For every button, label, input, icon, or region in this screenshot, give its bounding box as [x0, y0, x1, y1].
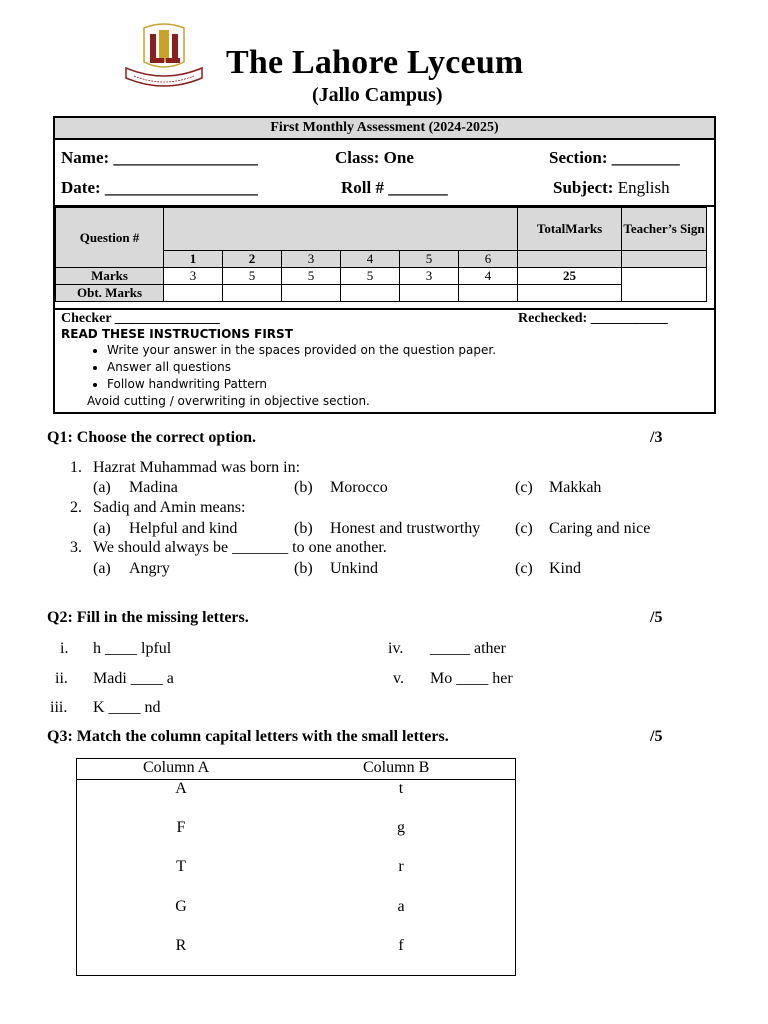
date-field[interactable]: Date: __________________ [61, 178, 258, 197]
column-a-header: Column A [143, 759, 210, 776]
question-header: Question # [56, 208, 164, 268]
obt-mark-cell[interactable] [223, 285, 282, 302]
question-marks: 5 [223, 268, 282, 285]
column-b-item[interactable]: r [398, 858, 404, 875]
question-number: 2 [223, 251, 282, 268]
column-a-item[interactable]: R [175, 937, 187, 954]
q1-option[interactable]: Makkah [549, 479, 602, 496]
question-number: 5 [400, 251, 459, 268]
obt-mark-cell[interactable] [400, 285, 459, 302]
column-b-item[interactable]: f [398, 937, 404, 954]
teacher-sign-header: Teacher’s Sign [622, 208, 707, 251]
q1-option-label: (c) [515, 520, 533, 537]
q1-item-text: Sadiq and Amin means: [93, 499, 246, 516]
q1-option[interactable]: Unkind [330, 560, 378, 577]
question-number: 4 [341, 251, 400, 268]
question-number: 3 [282, 251, 341, 268]
subject-field: Subject: English [553, 178, 670, 197]
column-b-header: Column B [363, 759, 430, 776]
q1-item-number: 1. [70, 459, 82, 476]
assessment-title: First Monthly Assessment (2024-2025) [55, 118, 714, 140]
marks-table [55, 207, 707, 302]
question-marks: 4 [459, 268, 518, 285]
column-b-item[interactable]: a [397, 898, 405, 915]
column-a-item[interactable]: A [175, 780, 187, 797]
instructions-heading: READ THESE INSTRUCTIONS FIRST [61, 327, 293, 341]
q1-option[interactable]: Angry [129, 560, 170, 577]
instructions-list [85, 342, 496, 393]
q2-item-text[interactable]: h ____ lpful [93, 640, 172, 657]
q2-item-text[interactable]: Madi ____ a [93, 670, 174, 687]
school-logo [122, 22, 206, 98]
obt-marks-label: Obt. Marks [56, 285, 164, 302]
q1-marks: /3 [650, 429, 663, 446]
question-number: 6 [459, 251, 518, 268]
q1-item-text: We should always be _______ to one another. [93, 539, 387, 556]
q2-title: Q2: Fill in the missing letters. [47, 609, 249, 626]
column-a-item[interactable]: T [176, 858, 186, 875]
q1-option[interactable]: Morocco [330, 479, 388, 496]
q1-item-number: 2. [70, 499, 82, 516]
q1-option[interactable]: Madina [129, 479, 178, 496]
q1-option-label: (c) [515, 560, 533, 577]
q2-item-number: ii. [55, 670, 68, 687]
question-marks: 3 [164, 268, 223, 285]
q1-option-label: (b) [294, 560, 313, 577]
question-marks: 3 [400, 268, 459, 285]
q2-item-text[interactable]: _____ ather [430, 640, 506, 657]
q2-item-text[interactable]: K ____ nd [93, 699, 161, 716]
instructions-footer: Avoid cutting / overwriting in objective section. [87, 394, 370, 408]
section-field[interactable]: Section: ________ [549, 148, 680, 167]
obt-mark-cell[interactable] [282, 285, 341, 302]
instruction-item: • Answer all questions [107, 359, 496, 376]
q2-item-text[interactable]: Mo ____ her [430, 670, 513, 687]
column-a-item[interactable]: G [175, 898, 187, 915]
school-title: The Lahore Lyceum [226, 44, 524, 81]
question-number: 1 [164, 251, 223, 268]
q1-item-text: Hazrat Muhammad was born in: [93, 459, 301, 476]
instruction-item: • Write your answer in the spaces provided on the question paper. [107, 342, 496, 359]
q1-option-label: (b) [294, 520, 313, 537]
q1-title: Q1: Choose the correct option. [47, 429, 256, 446]
q1-option-label: (a) [93, 520, 111, 537]
question-marks: 5 [341, 268, 400, 285]
q1-option-label: (b) [294, 479, 313, 496]
totalmarks-header: TotalMarks [518, 208, 622, 251]
q2-marks: /5 [650, 609, 663, 626]
obt-total-cell[interactable] [518, 285, 622, 302]
question-marks: 5 [282, 268, 341, 285]
roll-field[interactable]: Roll # _______ [341, 178, 448, 197]
q1-option-label: (a) [93, 560, 111, 577]
teacher-sign-cell[interactable] [622, 268, 707, 302]
q1-option[interactable]: Helpful and kind [129, 520, 238, 537]
q3-marks: /5 [650, 728, 663, 745]
column-b-item[interactable]: g [397, 819, 405, 836]
q2-item-number: iv. [388, 640, 404, 657]
q2-item-number: i. [60, 640, 69, 657]
q1-option-label: (a) [93, 479, 111, 496]
q2-item-number: v. [393, 670, 404, 687]
marks-row-label: Marks [56, 268, 164, 285]
column-a-item[interactable]: F [176, 819, 186, 836]
rechecked-field[interactable]: Rechecked: ___________ [518, 311, 668, 326]
q1-option[interactable]: Kind [549, 560, 581, 577]
q1-item-number: 3. [70, 539, 82, 556]
assessment-header-box [53, 116, 716, 414]
class-field: Class: One [335, 148, 414, 167]
obt-mark-cell[interactable] [459, 285, 518, 302]
q1-option-label: (c) [515, 479, 533, 496]
instruction-item: • Follow handwriting Pattern [107, 376, 496, 393]
q1-option[interactable]: Caring and nice [549, 520, 651, 537]
name-field[interactable]: Name: _________________ [61, 148, 258, 167]
q1-option[interactable]: Honest and trustworthy [330, 520, 481, 537]
q2-item-number: iii. [50, 699, 68, 716]
total-marks: 25 [518, 268, 622, 285]
checker-field[interactable]: Checker _______________ [61, 311, 220, 326]
column-b-item[interactable]: t [398, 780, 404, 797]
obt-mark-cell[interactable] [341, 285, 400, 302]
match-table [76, 758, 516, 976]
campus-name: (Jallo Campus) [312, 84, 443, 106]
obt-mark-cell[interactable] [164, 285, 223, 302]
q3-title: Q3: Match the column capital letters with the small letters. [47, 728, 449, 745]
